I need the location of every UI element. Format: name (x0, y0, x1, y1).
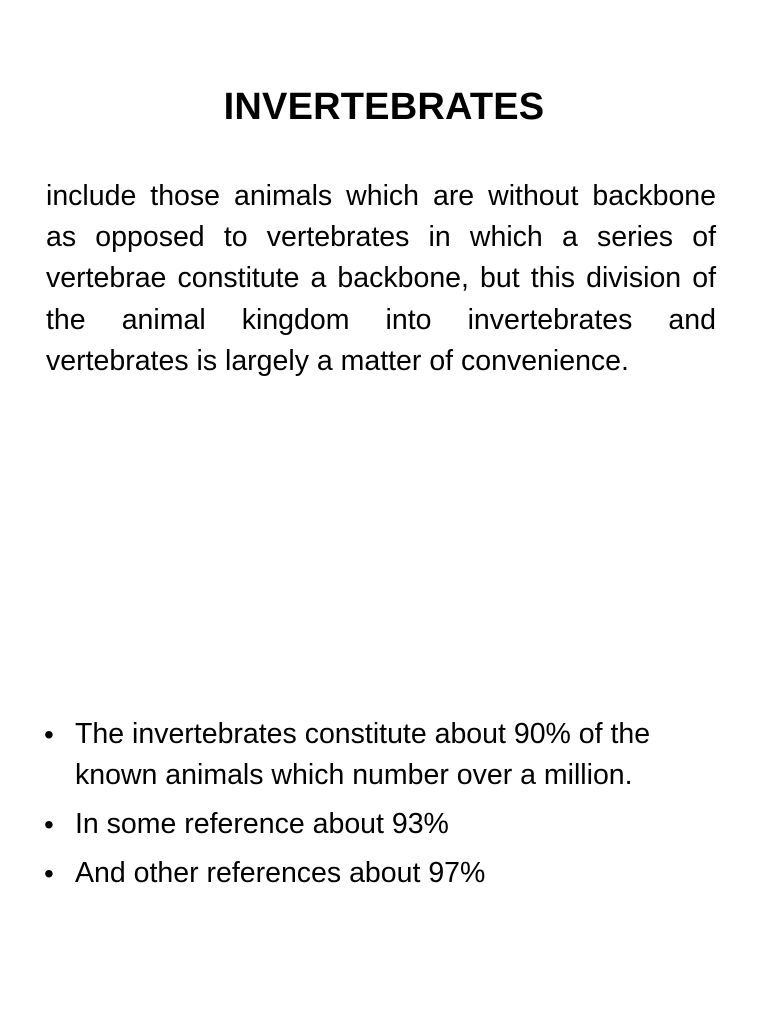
bullet-text: In some reference about 93% (75, 808, 449, 840)
bullet-text: The invertebrates constitute about 90% of the known animals which number over a million. (75, 718, 651, 791)
bullet-item (0, 714, 715, 796)
bullet-dot-icon: • (44, 719, 54, 750)
bullet-dot-icon: • (44, 858, 54, 889)
body-paragraph: include those animals which are without backbone as opposed to vertebrates in which a series of vertebrae constitute a backbone, but this division of the animal kingdom into invertebrates and vertebrates is largely a matter of convenience. (46, 180, 716, 377)
bullet-item (0, 853, 715, 894)
bullet-list (0, 714, 768, 902)
slide-title: INVERTEBRATES (223, 86, 545, 128)
bullet-item (0, 804, 715, 845)
bullet-text: And other references about 97% (75, 857, 486, 889)
bullet-dot-icon: • (44, 809, 54, 840)
